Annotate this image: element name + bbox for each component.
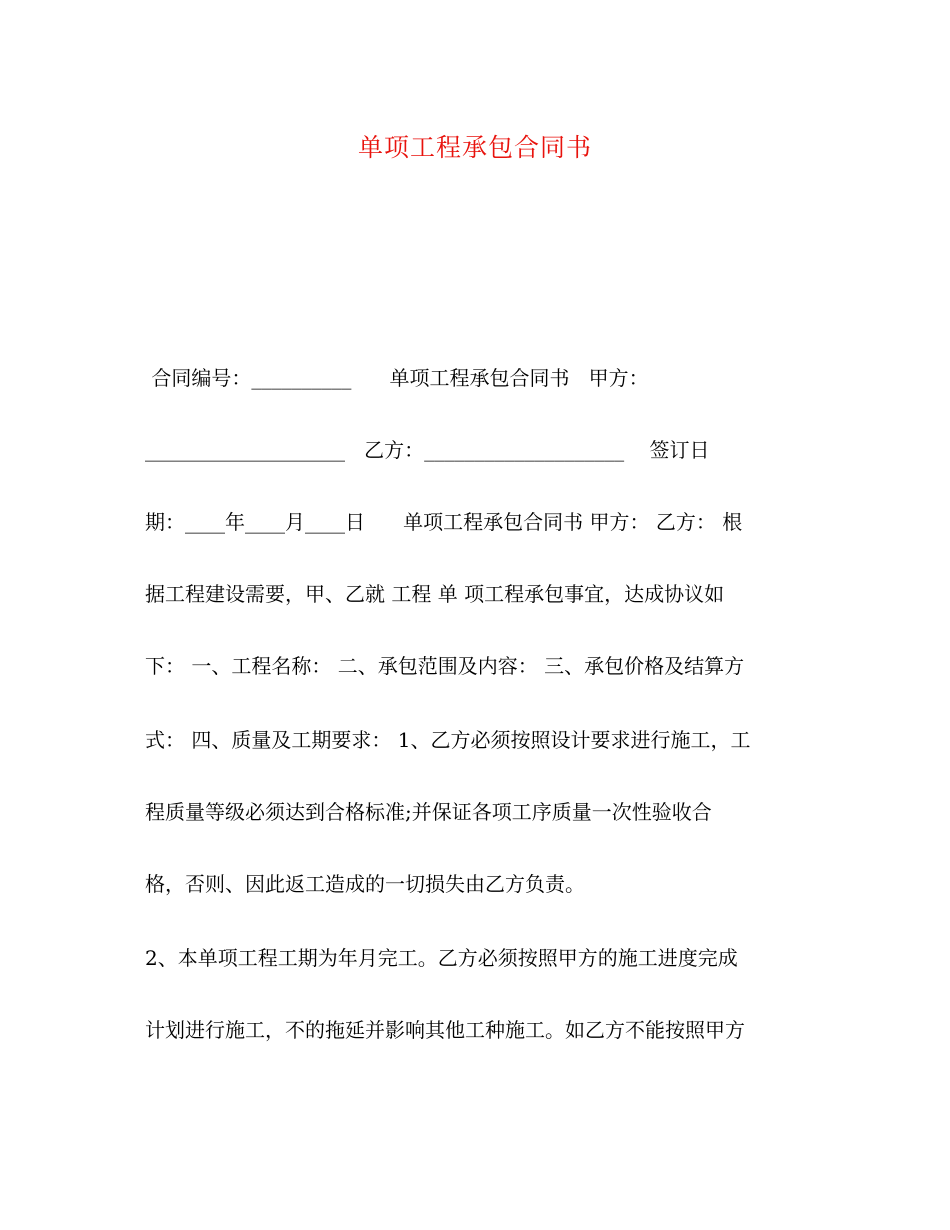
body-line: 下： 一、工程名称： 二、承包范围及内容： 三、承包价格及结算方 [145,654,745,678]
body-line: 格，否则、因此返工造成的一切损失由乙方负责。 [145,872,585,896]
body-line: 2、本单项工程工期为年月完工。乙方必须按照甲方的施工进度完成 [145,946,738,970]
body-line: 期：____年____月____日 单项工程承包合同书 甲方： 乙方： 根 [145,510,743,534]
body-line: 式： 四、质量及工期要求： 1、乙方必须按照设计要求进行施工，工 [145,728,751,752]
document-title: 单项工程承包合同书 [357,133,592,162]
body-line: 计划进行施工，不的拖延并影响其他工种施工。如乙方不能按照甲方 [145,1018,745,1042]
body-line: 合同编号：__________ 单项工程承包合同书 甲方： [145,366,649,390]
body-line: ____________________ 乙方：____________________ 签订日 [145,438,710,462]
body-line: 程质量等级必须达到合格标准;并保证各项工序质量一次性验收合 [145,800,712,824]
body-line: 据工程建设需要，甲、乙就 工程 单 项工程承包事宜，达成协议如 [145,582,725,606]
